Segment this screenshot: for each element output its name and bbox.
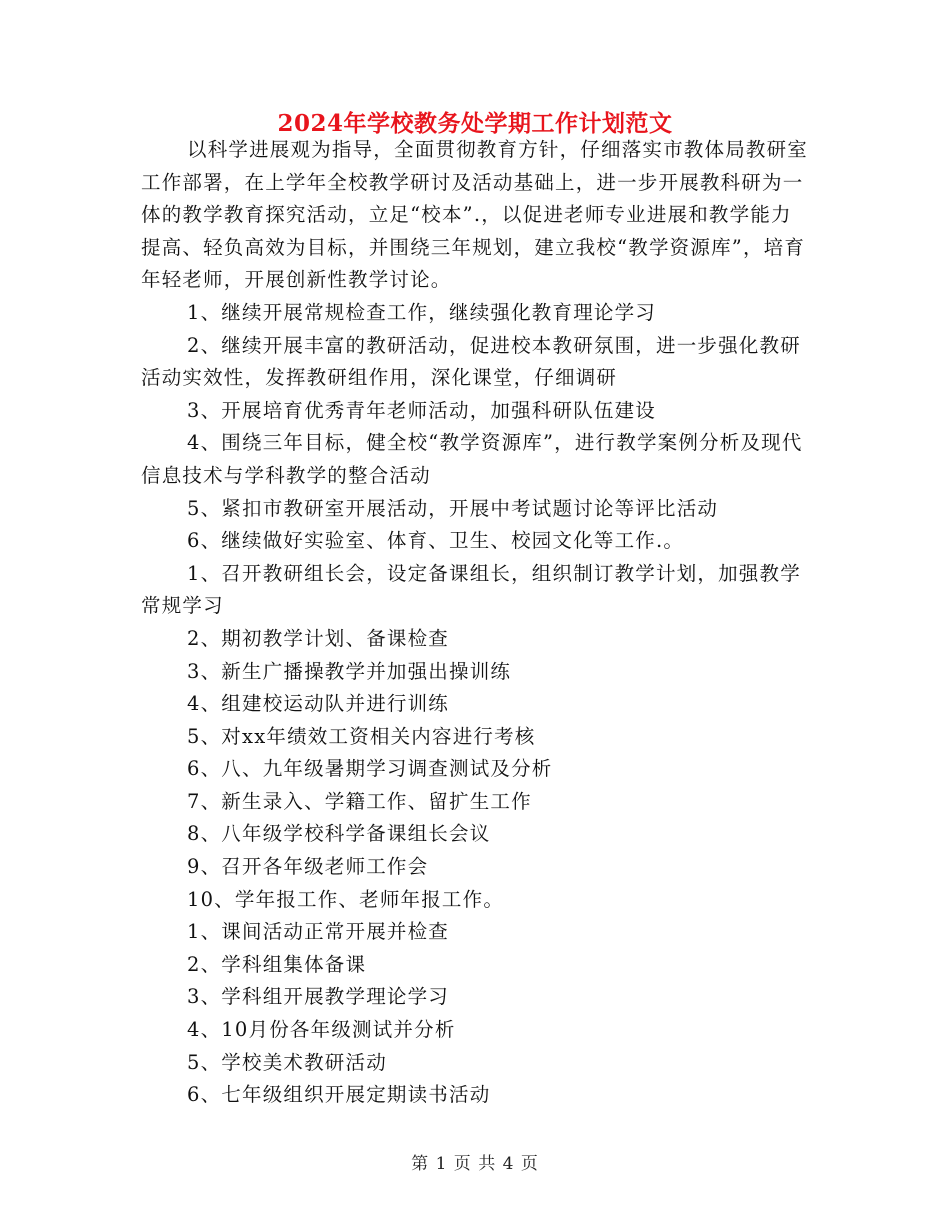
document-title: 2024年学校教务处学期工作计划范文 (277, 110, 673, 137)
list-item: 5、紧扣市教研室开展活动，开展中考试题讨论等评比活动 (187, 496, 719, 520)
list-item: 8、八年级学校科学备课组长会议 (187, 822, 491, 846)
list-item: 10、学年报工作、老师年报工作。 (187, 887, 505, 911)
list-item: 5、对xx年绩效工资相关内容进行考核 (187, 724, 536, 748)
list-item: 3、学科组开展教学理论学习 (187, 985, 450, 1009)
list-item: 2、学科组集体备课 (187, 952, 367, 976)
list-item: 7、新生录入、学籍工作、留扩生工作 (187, 789, 532, 813)
list-item: 1、课间活动正常开展并检查 (187, 920, 450, 944)
list-item: 2、继续开展丰富的教研活动，促进校本教研氛围，进一步强化教研活动实效性，发挥教研组作用，深化课堂，仔细调研 (141, 333, 801, 390)
list-item: 1、继续开展常规检查工作，继续强化教育理论学习 (187, 300, 657, 324)
list-item: 3、新生广播操教学并加强出操训练 (187, 659, 512, 683)
intro-paragraph: 以科学进展观为指导，全面贯彻教育方针，仔细落实市教体局教研室工作部署，在上学年全校教学研讨及活动基础上，进一步开展教科研为一体的教学教育探究活动，立足“校本”.，以促进老师专业进展和教学能力提高、轻负高效为目标，并围绕三年规划，建立我校“教学资源库”，培育年轻老师，开展创新性教学讨论。 (141, 138, 809, 292)
list-item: 3、开展培育优秀青年老师活动，加强科研队伍建设 (187, 398, 657, 422)
document-body (141, 134, 809, 1112)
list-item: 2、期初教学计划、备课检查 (187, 626, 450, 650)
page-footer (0, 1152, 950, 1176)
list-item: 6、七年级组织开展定期读书活动 (187, 1083, 491, 1107)
list-item: 4、10月份各年级测试并分析 (187, 1018, 456, 1042)
list-item: 6、继续做好实验室、体育、卫生、校园文化等工作.。 (187, 529, 685, 553)
page-number-label: 第 1 页 共 4 页 (411, 1154, 539, 1174)
list-item: 9、召开各年级老师工作会 (187, 855, 429, 879)
list-item: 4、围绕三年目标，健全校“教学资源库”，进行教学案例分析及现代信息技术与学科教学的整合活动 (141, 431, 803, 487)
list-item: 6、八、九年级暑期学习调查测试及分析 (187, 757, 553, 781)
list-item: 1、召开教研组长会，设定备课组长，组织制订教学计划，加强教学常规学习 (141, 561, 801, 618)
list-item: 5、学校美术教研活动 (187, 1050, 387, 1074)
list-item: 4、组建校运动队并进行训练 (187, 692, 450, 716)
